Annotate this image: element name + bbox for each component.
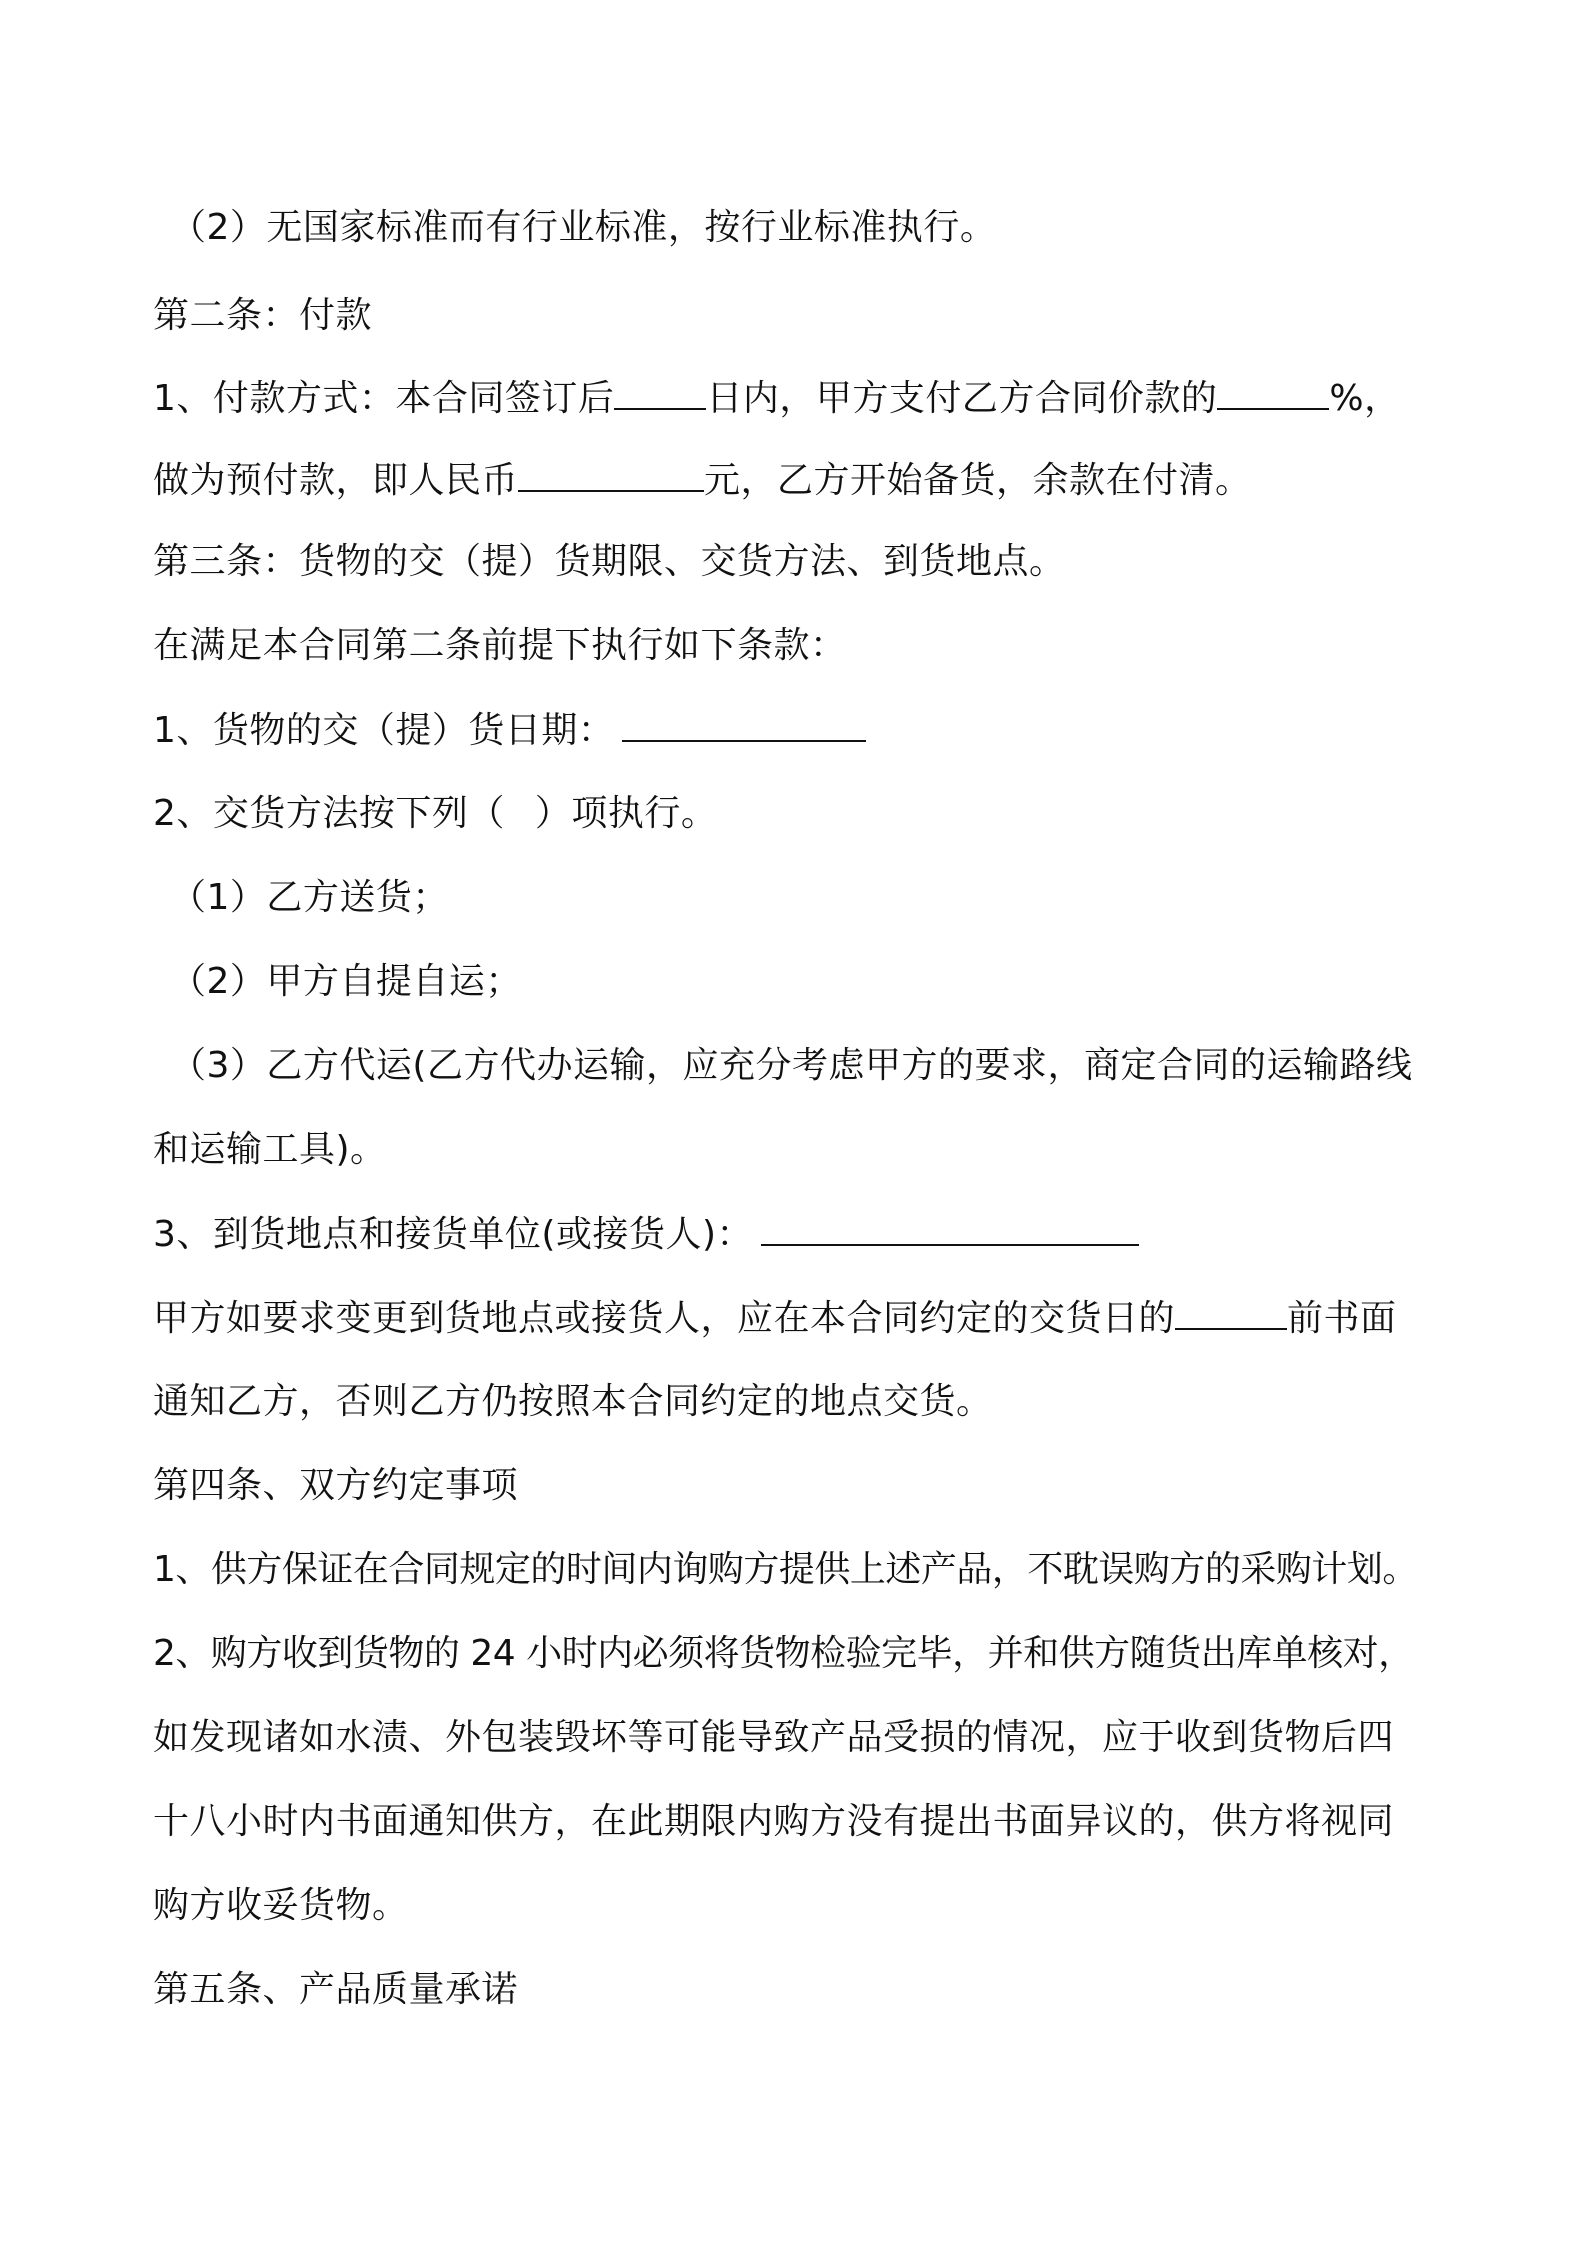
option-3-line — [170, 1042, 1412, 1090]
delivery-method-line — [153, 790, 717, 838]
text-segment: 做为预付款，即人民币 — [153, 460, 519, 501]
text-segment: %， — [1329, 378, 1401, 419]
delivery-date-line — [153, 706, 866, 755]
text-line: （2）无国家标准而有行业标准，按行业标准执行。 — [170, 207, 997, 248]
delivery-location-line — [153, 1210, 1139, 1259]
prepayment-line — [153, 456, 1252, 505]
text-line: （2）甲方自提自运； — [170, 961, 522, 1002]
text-line: （1）乙方送货； — [170, 877, 449, 918]
notice-period-blank[interactable] — [1175, 1294, 1287, 1330]
option-1-line — [170, 874, 449, 922]
supplier-guarantee-line — [153, 1546, 1418, 1594]
rmb-amount-blank[interactable] — [518, 456, 704, 492]
change-request-line — [153, 1294, 1397, 1343]
delivery-location-blank[interactable] — [761, 1210, 1139, 1246]
text-segment: 3、到货地点和接货单位(或接货人)： — [153, 1214, 753, 1255]
precondition-line — [153, 622, 847, 670]
text-line: 如发现诸如水渍、外包装毁坏等可能导致产品受损的情况，应于收到货物后四 — [153, 1717, 1395, 1758]
inspection-continuation-1 — [153, 1714, 1394, 1762]
text-line: 十八小时内书面通知供方，在此期限内购方没有提出书面异议的，供方将视同 — [153, 1801, 1395, 1842]
heading-text: 第三条：货物的交（提）货期限、交货方法、到货地点。 — [153, 541, 1066, 582]
delivery-date-blank[interactable] — [622, 706, 866, 742]
text-segment: 日内，甲方支付乙方合同价款的 — [706, 378, 1218, 419]
inspection-continuation-2 — [153, 1798, 1394, 1846]
text-segment: 1、付款方式：本合同签订后 — [153, 378, 615, 419]
text-line: 在满足本合同第二条前提下执行如下条款： — [153, 625, 847, 666]
text-segment: 甲方如要求变更到货地点或接货人，应在本合同约定的交货日的 — [153, 1298, 1176, 1339]
text-line: 购方收妥货物。 — [153, 1885, 409, 1926]
option-3-continuation — [153, 1126, 387, 1174]
article-2-heading — [153, 292, 372, 340]
text-segment: 1、货物的交（提）货日期： — [153, 710, 615, 751]
text-segment: ）项执行。 — [534, 793, 718, 834]
heading-text: 第五条、产品质量承诺 — [153, 1969, 519, 2010]
heading-text: 第二条：付款 — [153, 295, 373, 336]
text-line: 和运输工具)。 — [153, 1129, 387, 1170]
percent-blank[interactable] — [1217, 374, 1329, 410]
text-line: 2、购方收到货物的 24 小时内必须将货物检验完毕，并和供方随货出库单核对， — [153, 1633, 1414, 1674]
option-2-line — [170, 958, 522, 1006]
inspection-line — [153, 1630, 1414, 1678]
change-request-continuation — [153, 1378, 993, 1426]
text-segment: 前书面 — [1287, 1298, 1397, 1339]
text-segment: 2、交货方法按下列（ — [153, 793, 505, 834]
text-line: （3）乙方代运(乙方代办运输，应充分考虑甲方的要求，商定合同的运输路线 — [170, 1045, 1413, 1086]
article-4-heading — [153, 1462, 518, 1510]
heading-text: 第四条、双方约定事项 — [153, 1465, 519, 1506]
standard-clause-line — [170, 204, 996, 252]
article-5-heading — [153, 1966, 518, 2014]
text-line: 1、供方保证在合同规定的时间内询购方提供上述产品，不耽误购方的采购计划。 — [153, 1549, 1418, 1590]
payment-method-line — [153, 374, 1401, 423]
text-segment: 元，乙方开始备货，余款在付清。 — [704, 460, 1252, 501]
article-3-heading — [153, 538, 1066, 586]
days-blank[interactable] — [614, 374, 706, 410]
inspection-continuation-3 — [153, 1882, 409, 1930]
text-line: 通知乙方，否则乙方仍按照本合同约定的地点交货。 — [153, 1381, 993, 1422]
